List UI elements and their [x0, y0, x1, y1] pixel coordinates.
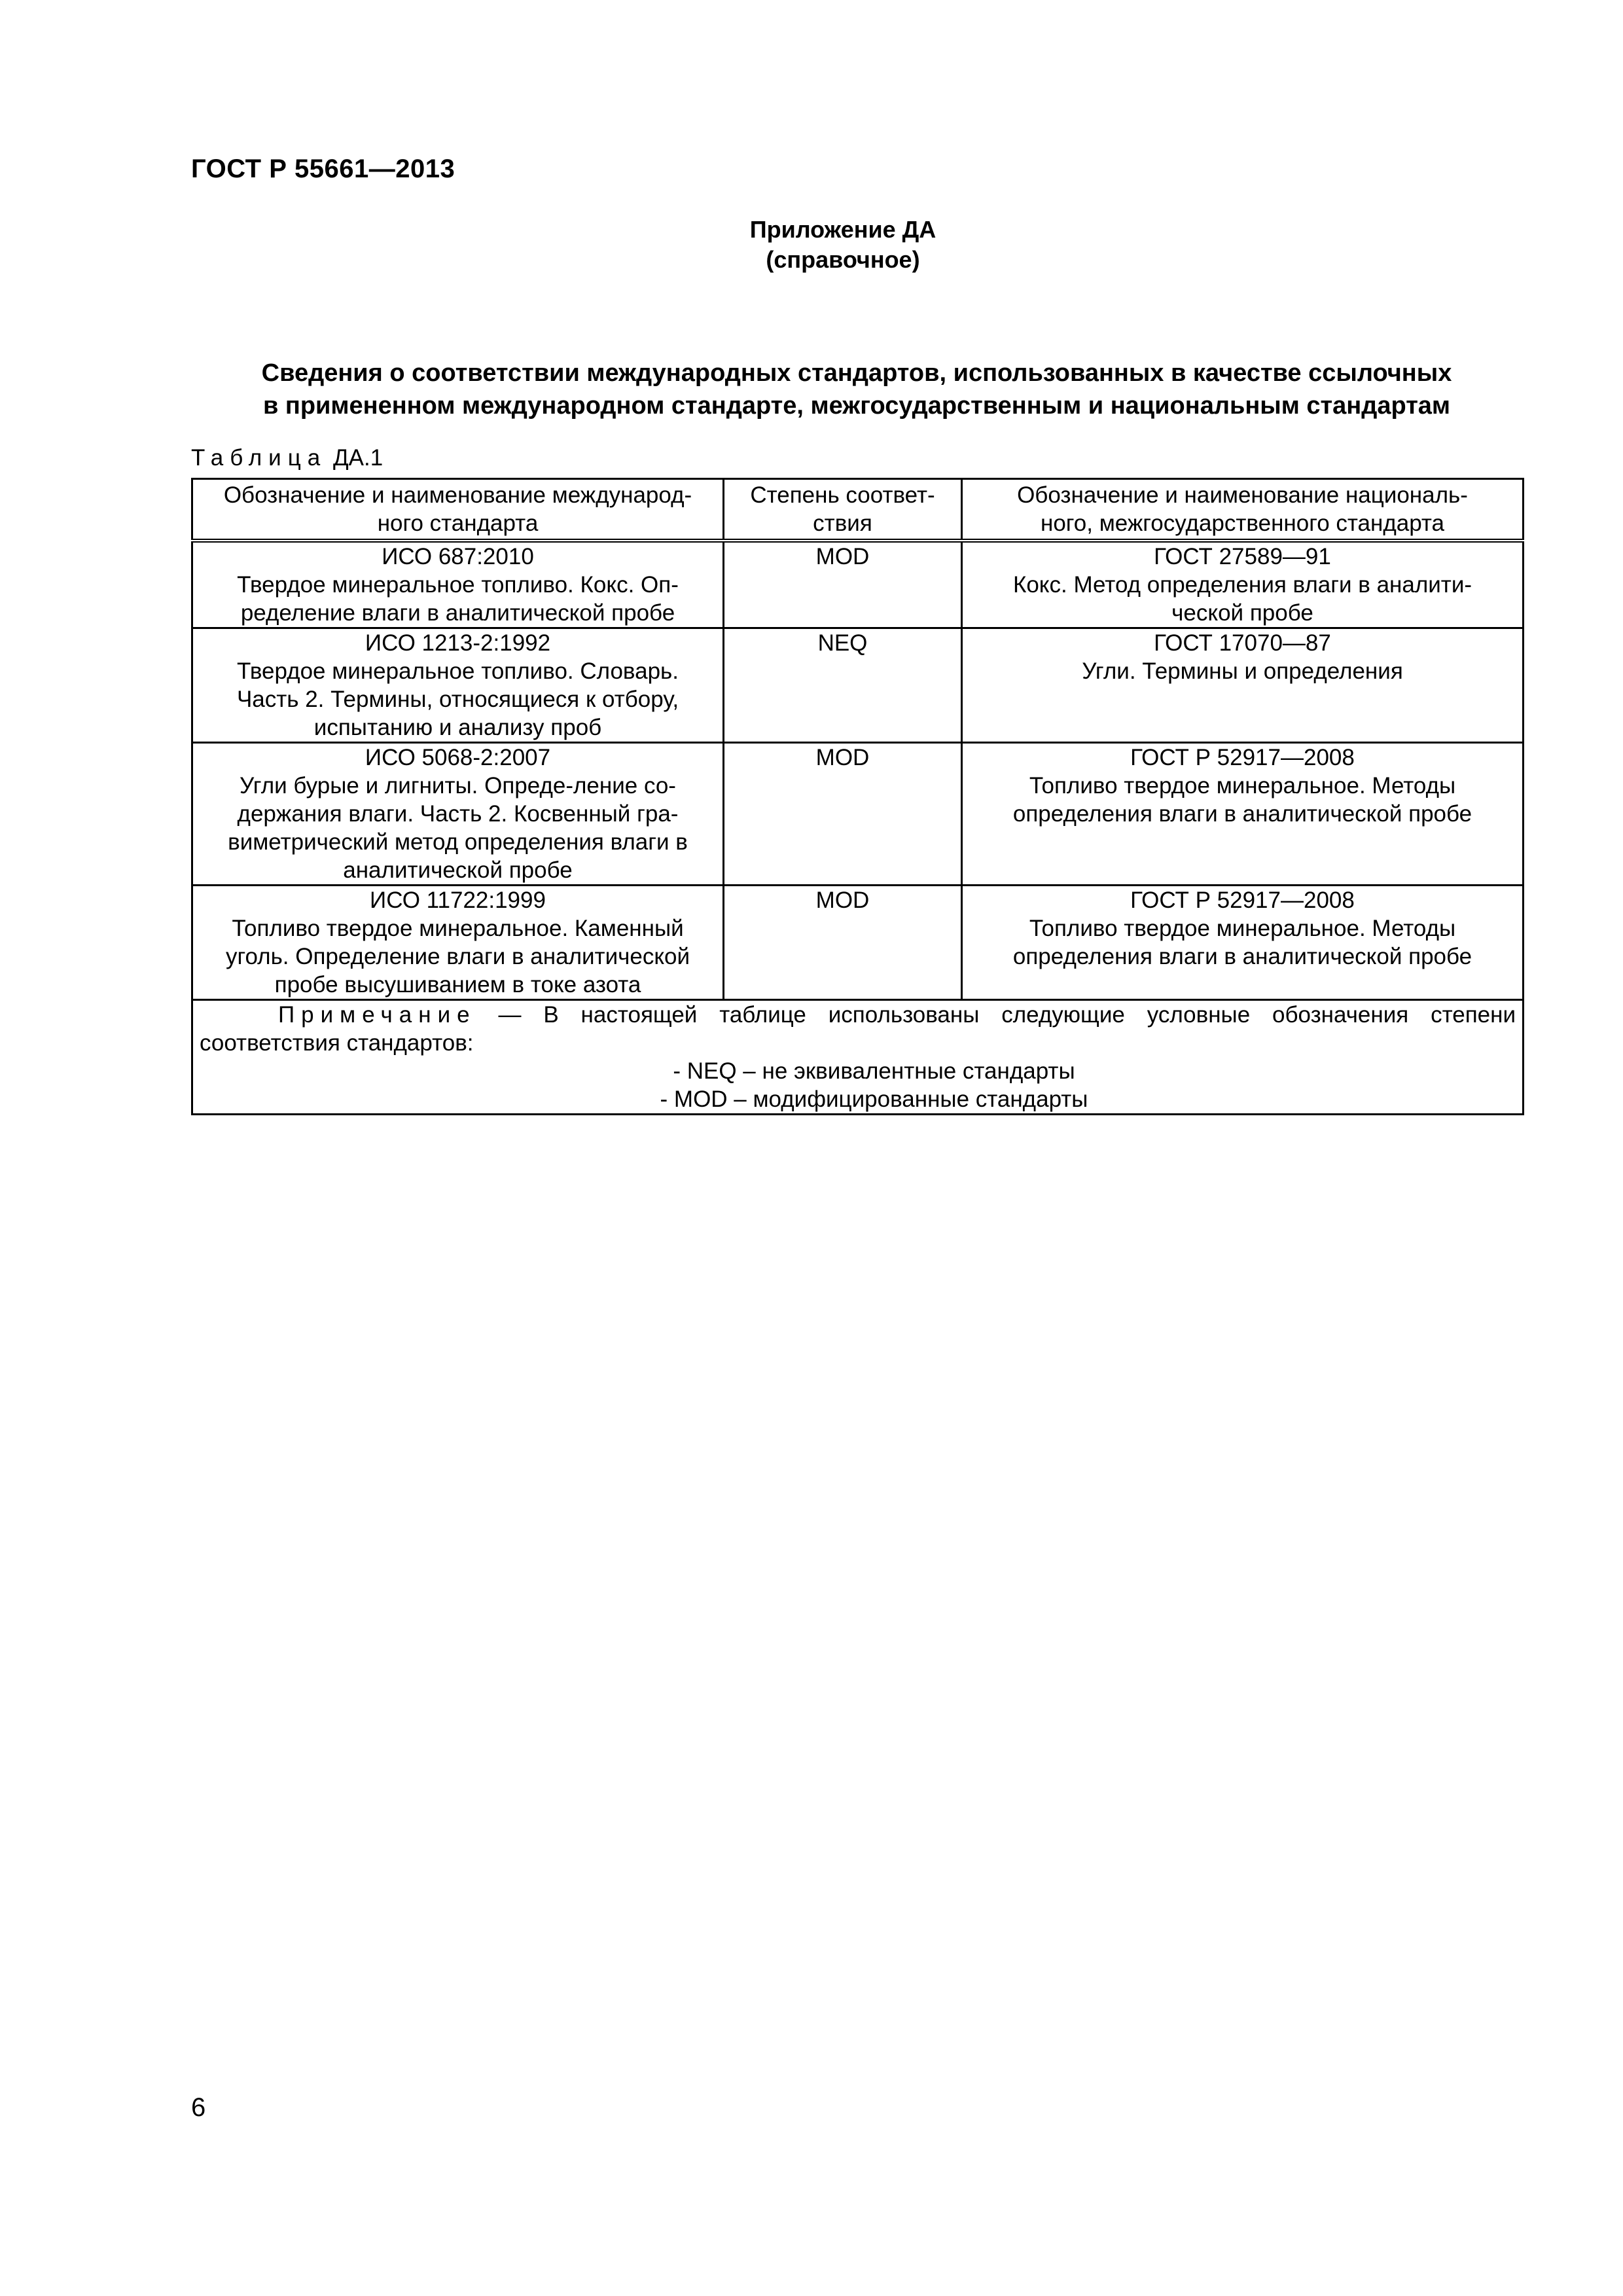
header-line: ного, межгосударственного стандарта	[1040, 511, 1445, 536]
header-line: ного стандарта	[377, 511, 539, 536]
cell-line: ИСО 687:2010	[382, 544, 534, 569]
cell-line: испытанию и анализу проб	[313, 715, 602, 740]
cell-line: ИСО 11722:1999	[370, 888, 546, 913]
cell-line: ИСО 1213-2:1992	[365, 630, 551, 656]
document-code: ГОСТ Р 55661—2013	[191, 154, 455, 183]
table-row	[192, 743, 1524, 886]
cell-line: Топливо твердое минеральное. Методы	[1029, 916, 1456, 941]
cell-line: Угли. Термины и определения	[1082, 658, 1403, 684]
table-header-row	[192, 479, 1524, 541]
annex-title: Приложение ДА	[749, 216, 936, 243]
cell-national	[962, 743, 1524, 886]
section-heading-line: Сведения о соответствии международных стандартов, использованных в качестве ссылочных	[261, 359, 1452, 387]
cell-line: ГОСТ Р 52917—2008	[1130, 745, 1355, 770]
cell-line: аналитической пробе	[343, 857, 573, 883]
cell-line: определения влаги в аналитической пробе	[1012, 944, 1472, 969]
cell-line: ГОСТ Р 52917—2008	[1130, 888, 1355, 913]
cell-line: Твердое минеральное топливо. Кокс. Оп-	[237, 572, 679, 598]
cell-degree: NEQ	[724, 628, 962, 743]
table-row	[192, 541, 1524, 628]
note-label: Примечание	[278, 1002, 476, 1028]
annex-subtitle: (справочное)	[766, 246, 920, 273]
cell-line: Твердое минеральное топливо. Словарь.	[236, 658, 679, 684]
cell-international	[192, 886, 724, 1000]
table-caption	[191, 445, 383, 471]
note-item: - MOD – модифицированные стандарты	[660, 1086, 1088, 1112]
column-header-degree	[724, 479, 962, 541]
table-row	[192, 628, 1524, 743]
header-line: Обозначение и наименование националь-	[1017, 482, 1468, 508]
cell-national	[962, 628, 1524, 743]
cell-line: ИСО 5068-2:2007	[365, 745, 551, 770]
section-heading-line: в примененном международном стандарте, межгосударственным и национальным стандартам	[262, 392, 1451, 420]
cell-line: Кокс. Метод определения влаги в аналити-	[1012, 572, 1472, 598]
cell-degree: MOD	[724, 743, 962, 886]
table-caption-number: ДА.1	[332, 445, 383, 471]
header-line: Степень соответ-	[750, 482, 935, 508]
cell-line: Топливо твердое минеральное. Методы	[1029, 773, 1456, 798]
cell-line: ГОСТ 17070—87	[1154, 630, 1331, 656]
cell-degree: MOD	[724, 886, 962, 1000]
section-heading	[191, 357, 1522, 422]
cell-international	[192, 743, 724, 886]
cell-line: Топливо твердое минеральное. Каменный	[232, 916, 684, 941]
cell-national	[962, 886, 1524, 1000]
standards-table	[191, 478, 1524, 1115]
cell-line: ческой пробе	[1171, 600, 1313, 626]
column-header-national	[962, 479, 1524, 541]
cell-line: ГОСТ 27589—91	[1154, 544, 1331, 569]
cell-line: держания влаги. Часть 2. Косвенный гра-	[237, 801, 679, 827]
column-header-international	[192, 479, 724, 541]
cell-line: пробе высушиванием в токе азота	[274, 972, 641, 997]
cell-degree: MOD	[724, 541, 962, 628]
table-note	[192, 1000, 1524, 1115]
header-line: ствия	[813, 511, 872, 536]
table-caption-word: Таблица	[191, 445, 327, 471]
note-item: - NEQ – не эквивалентные стандарты	[673, 1058, 1075, 1084]
cell-international	[192, 628, 724, 743]
page-number: 6	[191, 2093, 206, 2122]
cell-line: Угли бурые и лигниты. Опреде-ление со-	[240, 773, 676, 798]
cell-line: ределение влаги в аналитической пробе	[240, 600, 675, 626]
annex-block	[712, 215, 974, 275]
header-line: Обозначение и наименование междунаpод-	[223, 482, 692, 508]
cell-national	[962, 541, 1524, 628]
note-text: — В настоящей таблице использованы следующие условные обозначения степени соответствия стандартов:	[200, 1002, 1516, 1056]
cell-international	[192, 541, 724, 628]
cell-line: уголь. Определение влаги в аналитической	[225, 944, 690, 969]
table-row	[192, 886, 1524, 1000]
cell-line: виметрический метод определения влаги в	[228, 829, 688, 855]
cell-line: Часть 2. Термины, относящиеся к отбору,	[236, 687, 679, 712]
cell-line: определения влаги в аналитической пробе	[1012, 801, 1472, 827]
table-note-row	[192, 1000, 1524, 1115]
note-paragraph	[200, 1001, 1516, 1057]
